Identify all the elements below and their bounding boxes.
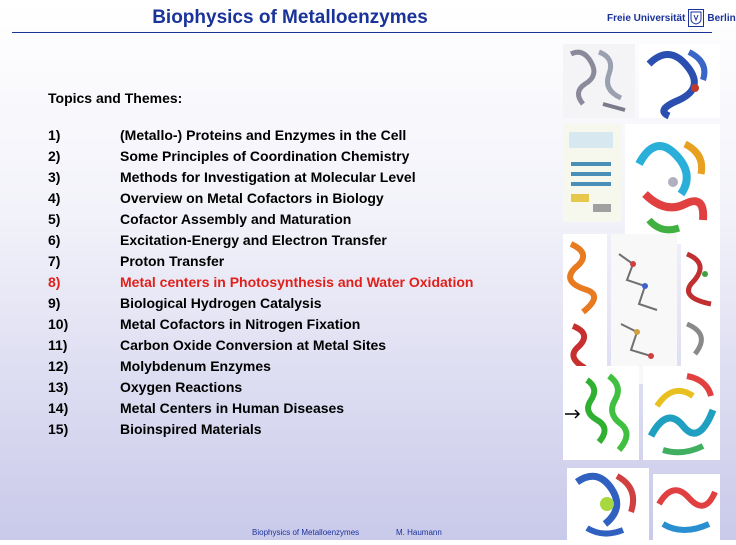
footer-title: Biophysics of Metalloenzymes bbox=[252, 528, 360, 537]
structure-image bbox=[653, 474, 720, 540]
topic-item bbox=[48, 292, 558, 313]
topic-title: Metal centers in Photosynthesis and Water Oxidation bbox=[120, 273, 474, 290]
topic-item bbox=[48, 271, 558, 292]
topic-title: Overview on Metal Cofactors in Biology bbox=[120, 189, 384, 206]
structure-image bbox=[567, 468, 649, 540]
topic-number: 8) bbox=[48, 273, 61, 290]
topic-title: Molybdenum Enzymes bbox=[120, 357, 271, 374]
topic-number: 3) bbox=[48, 168, 61, 185]
topic-item bbox=[48, 313, 558, 334]
topic-number: 2) bbox=[48, 147, 61, 164]
university-logo bbox=[607, 8, 736, 28]
header-divider bbox=[12, 32, 712, 33]
topic-title: Biological Hydrogen Catalysis bbox=[120, 294, 322, 311]
structure-image bbox=[563, 44, 635, 118]
topic-number: 12) bbox=[48, 357, 69, 374]
topic-number: 15) bbox=[48, 420, 69, 437]
topic-title: Excitation-Energy and Electron Transfer bbox=[120, 231, 387, 248]
topic-item bbox=[48, 124, 558, 145]
topic-item bbox=[48, 355, 558, 376]
topic-item bbox=[48, 145, 558, 166]
topic-item bbox=[48, 418, 558, 439]
topic-item bbox=[48, 166, 558, 187]
topic-title: Cofactor Assembly and Maturation bbox=[120, 210, 352, 227]
topic-title: Bioinspired Materials bbox=[120, 420, 262, 437]
footer-author: M. Haumann bbox=[396, 528, 442, 537]
topic-number: 9) bbox=[48, 294, 61, 311]
topic-number: 10) bbox=[48, 315, 69, 332]
topic-item bbox=[48, 208, 558, 229]
topic-item bbox=[48, 334, 558, 355]
protein-structure-gallery bbox=[563, 44, 720, 540]
topic-number: 7) bbox=[48, 252, 61, 269]
topic-title: (Metallo-) Proteins and Enzymes in the Cell bbox=[120, 126, 407, 143]
page-title: Biophysics of Metalloenzymes bbox=[152, 7, 428, 28]
topic-number: 1) bbox=[48, 126, 61, 143]
topic-title: Metal Centers in Human Diseases bbox=[120, 399, 345, 416]
topic-number: 4) bbox=[48, 189, 61, 206]
structure-image bbox=[625, 124, 720, 244]
topic-number: 11) bbox=[48, 336, 68, 353]
topic-title: Oxygen Reactions bbox=[120, 378, 243, 395]
topic-item bbox=[48, 397, 558, 418]
topic-title: Metal Cofactors in Nitrogen Fixation bbox=[120, 315, 361, 332]
logo-text-left: Freie Universität bbox=[607, 12, 686, 24]
topics-heading: Topics and Themes: bbox=[48, 90, 183, 106]
topic-item bbox=[48, 187, 558, 208]
topics-list bbox=[48, 90, 558, 439]
structure-image bbox=[643, 366, 720, 460]
topic-number: 5) bbox=[48, 210, 61, 227]
topic-item bbox=[48, 250, 558, 271]
topic-number: 13) bbox=[48, 378, 69, 395]
structure-image bbox=[563, 234, 607, 374]
seal-icon bbox=[688, 9, 704, 27]
structure-image bbox=[611, 234, 677, 384]
structure-image bbox=[681, 234, 720, 384]
topic-title: Proton Transfer bbox=[120, 252, 225, 269]
logo-text-right: Berlin bbox=[707, 12, 736, 24]
structure-image bbox=[563, 124, 621, 222]
structure-image bbox=[563, 366, 639, 460]
topic-title: Carbon Oxide Conversion at Metal Sites bbox=[120, 336, 387, 353]
topic-number: 14) bbox=[48, 399, 69, 416]
topic-item bbox=[48, 229, 558, 250]
structure-image bbox=[639, 44, 720, 118]
topic-number: 6) bbox=[48, 231, 61, 248]
topic-title: Some Principles of Coordination Chemistry bbox=[120, 147, 410, 164]
topic-item bbox=[48, 376, 558, 397]
topic-title: Methods for Investigation at Molecular Level bbox=[120, 168, 416, 185]
